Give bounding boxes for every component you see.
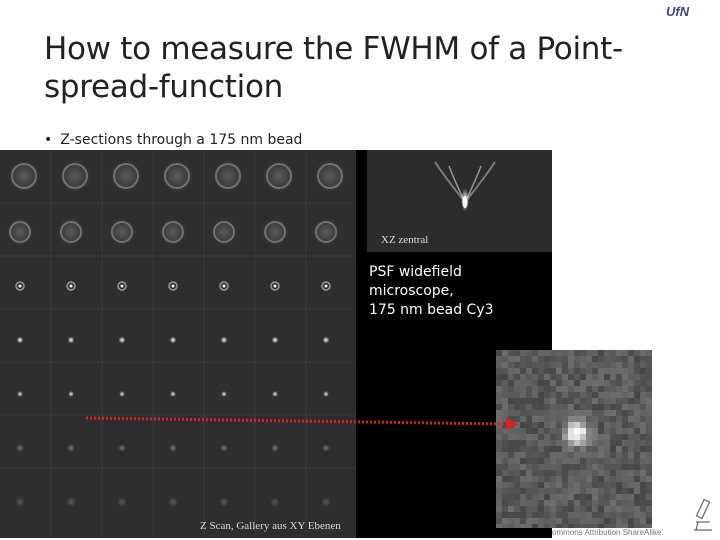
bead-section bbox=[323, 391, 329, 397]
bead-section bbox=[272, 337, 279, 344]
bead-section bbox=[66, 497, 76, 507]
bullet-marker: • bbox=[44, 132, 53, 148]
bead-section bbox=[161, 160, 193, 192]
bead-section bbox=[17, 337, 24, 344]
bead-section bbox=[119, 337, 126, 344]
bead-section bbox=[68, 337, 75, 344]
xy-gallery-graphic bbox=[0, 150, 356, 538]
bead-section bbox=[119, 391, 125, 397]
bead-section bbox=[271, 282, 279, 290]
bead-section bbox=[323, 337, 330, 344]
bead-section bbox=[170, 337, 177, 344]
bead-section bbox=[169, 444, 177, 452]
psf-label: PSF widefield microscope, 175 nm bead Cy3 bbox=[369, 264, 494, 318]
bead-section bbox=[220, 444, 228, 452]
bullet-item bbox=[44, 132, 302, 148]
bead-section bbox=[6, 218, 34, 246]
xz-section-image bbox=[367, 150, 552, 252]
bead-section bbox=[212, 160, 244, 192]
bead-section bbox=[210, 218, 238, 246]
bead-section bbox=[169, 282, 177, 290]
bead-section bbox=[312, 218, 340, 246]
bead-section bbox=[219, 497, 229, 507]
bead-section bbox=[110, 160, 142, 192]
gallery-caption: Z Scan, Gallery aus XY Ebenen bbox=[200, 520, 341, 532]
bead-section bbox=[263, 160, 295, 192]
bead-section bbox=[16, 444, 24, 452]
bead-section bbox=[117, 497, 127, 507]
license-text: ommons Attribution ShareAlike. bbox=[552, 528, 664, 537]
bead-section bbox=[159, 218, 187, 246]
logo-text: UfN bbox=[666, 4, 690, 19]
institution-logo bbox=[662, 2, 712, 26]
bullet-text: Z-sections through a 175 nm bead bbox=[60, 132, 303, 148]
bead-section bbox=[168, 497, 178, 507]
bead-section bbox=[321, 497, 331, 507]
bead-section bbox=[221, 391, 227, 397]
microscope-icon bbox=[688, 498, 716, 534]
bead-section bbox=[17, 391, 23, 397]
bead-section bbox=[59, 160, 91, 192]
bead-section bbox=[15, 497, 25, 507]
slide-title: How to measure the FWHM of a Point-spread-function bbox=[44, 31, 623, 105]
zoomed-bead-graphic bbox=[496, 350, 652, 528]
bead-section bbox=[322, 444, 330, 452]
bead-section bbox=[57, 218, 85, 246]
bead-section bbox=[8, 160, 40, 192]
bead-section bbox=[221, 337, 228, 344]
bead-section bbox=[271, 444, 279, 452]
bead-section bbox=[170, 391, 176, 397]
bead-section bbox=[16, 282, 24, 290]
bead-section bbox=[270, 497, 280, 507]
bead-section bbox=[67, 282, 75, 290]
bead-section bbox=[68, 391, 74, 397]
zoomed-bead-image bbox=[496, 350, 652, 528]
bead-section bbox=[272, 391, 278, 397]
bead-section bbox=[261, 218, 289, 246]
xz-caption: XZ zentral bbox=[381, 234, 429, 246]
bead-section bbox=[118, 282, 126, 290]
bead-section bbox=[67, 444, 75, 452]
bead-section bbox=[220, 282, 228, 290]
bead-section bbox=[108, 218, 136, 246]
bead-section bbox=[322, 282, 330, 290]
bead-section bbox=[118, 444, 126, 452]
bead-section bbox=[314, 160, 346, 192]
xy-gallery-image bbox=[0, 150, 356, 538]
